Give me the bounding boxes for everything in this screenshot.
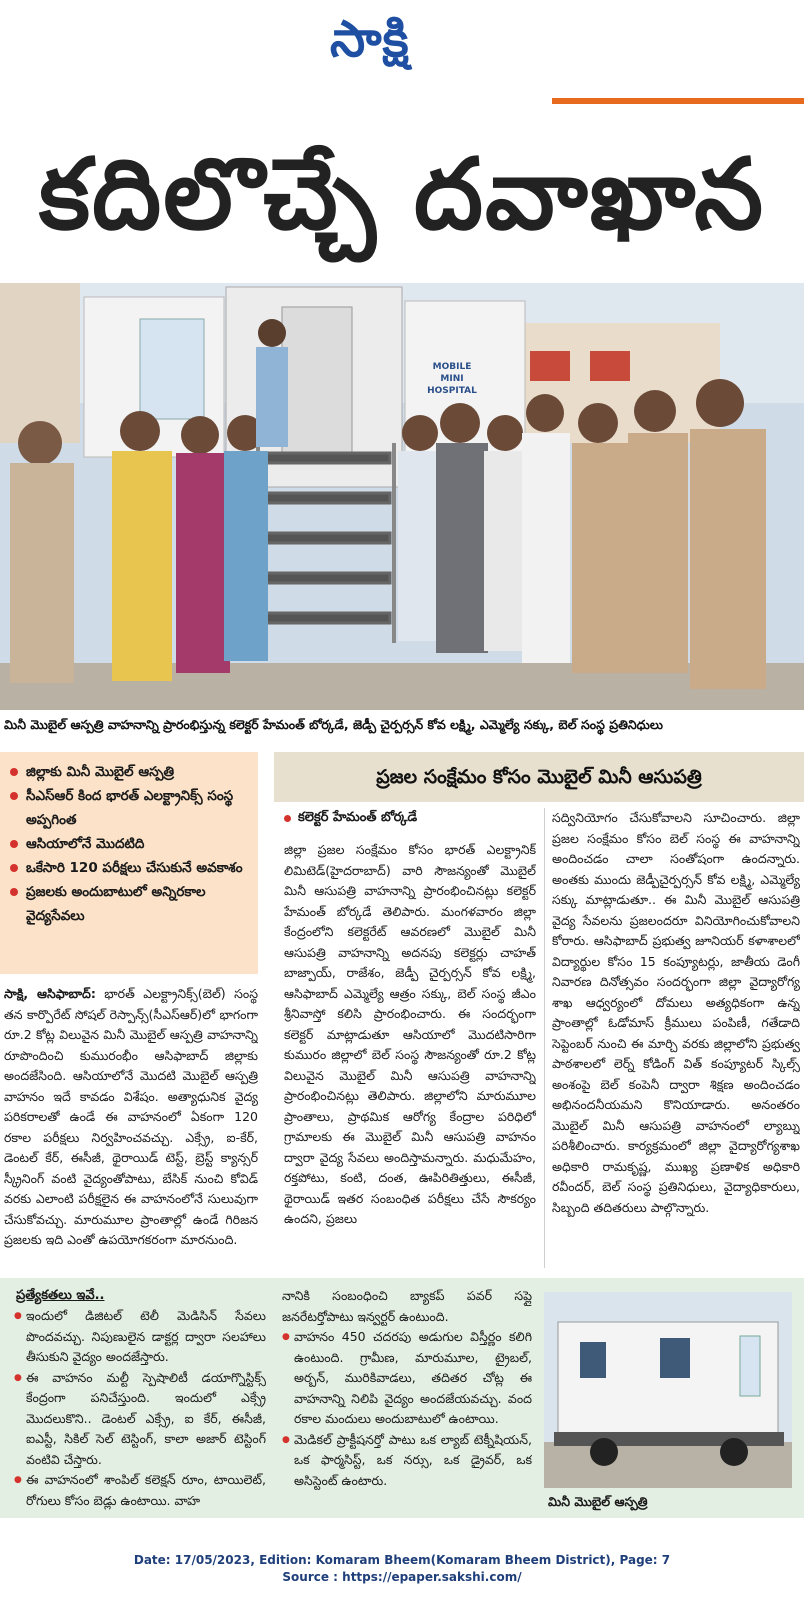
sub-headline: ప్రజల సంక్షేమం కోసం మొబైల్ మినీ ఆసుపత్రి bbox=[274, 752, 804, 802]
lead-article-text: భారత్ ఎలక్ట్రానిక్స్(బెల్) సంస్థ తన కార్పొరేట్ సోషల్ రెస్పాన్స్(సీఎస్ఆర్)లో భాగంగా రూ.2 కోట్ల విలువైన మినీ మొబైల్ ఆస్పత్రి వాహనాన్ని రూపొందించి కుమురంభీం ఆసిఫాబాద్ జిల్లాకు అందజేసింది. ఆసియాలోనే మొదటి మొబైల్ ఆస్పత్రి వాహనం ఇదే కావడం విశేషం. అత్యాధునిక వైద్య పరికరాలతో ఉండే ఈ వాహనంలో ఏకంగా 120 రకాల పరీక్షలు నిర్వహించవచ్చు. ఎక్స్రే, ఐ-కేర్, డెంటల్ కేర్, ఈసీజీ, థైరాయిడ్ టెస్ట్, బ్రెస్ట్ క్యాన్సర్ స్క్రీనింగ్ వంటి వైద్యంతోపాటు, బేసిక్ నుంచి కోవిడ్ వరకు ఎలాంటి పరీక్షలైన ఈ వాహనంలోనే సులువుగా చేసుకోవచ్చు. మారుమూల ప్రాంతాల్లో ఉండే గిరిజన ప్రజలకు ఇది ఎంతో ఉపయోగకరంగా మారనుంది. bbox=[4, 986, 258, 1247]
masthead bbox=[0, 0, 804, 90]
features-column-1 bbox=[14, 1306, 266, 1518]
highlight-item: ప్రజలకు అందుబాటులో అన్నిరకాల వైద్యసేవలు bbox=[10, 880, 250, 928]
van-sign-line-3: HOSPITAL bbox=[427, 386, 477, 396]
footer bbox=[0, 1552, 804, 1586]
byline: కలెక్టర్ హేమంత్ బోర్కడే bbox=[284, 810, 417, 828]
highlight-item: ఒకేసారి 120 పరీక్షలు చేసుకునే అవకాశం bbox=[10, 856, 250, 880]
story-column-1: జిల్లా ప్రజల సంక్షేమం కోసం భారత్ ఎలక్ట్రానిక్ లిమిటెడ్(హైదరాబాద్) వారి సౌజన్యంతో మొబైల్ మినీ ఆసుపత్రి వాహనాన్ని ప్రారంభించినట్లు కలెక్టర్ హేమంత్ బోర్కడే తెలిపారు. మంగళవారం జిల్లా కేంద్రంలోని కలెక్టరేట్ ఆవరణలో మొబైల్ మినీ ఆసుపత్రి వాహనాన్ని అదనపు కలెక్టర్లు చాహత్ బాజ్పాయ్, రాజేశం, జెడ్పీ చైర్పర్సన్ కోవ లక్ష్మి, ఆసిఫాబాద్ ఎమ్మెల్యే ఆత్రం సక్కు, బెల్ సంస్థ జీఎం శ్రీనివాస్తో కలిసి ప్రారంభించారు. ఈ సందర్భంగా కలెక్టర్ మాట్లాడుతూ ఆసియాలో మొదటిసారిగా కుమురం జిల్లాలో బెల్ సంస్థ సౌజన్యంతో రూ.2 కోట్ల విలువైన మొబైల్ మినీ ఆసుపత్రి వాహనాన్ని ప్రారంభించినట్లు తెలిపారు. జిల్లాలోని మారుమూల ప్రాంతాలు, ప్రాథమిక ఆరోగ్య కేంద్రాల పరిధిలో గ్రామాలకు ఈ మొబైల్ మినీ ఆసుపత్రి వాహనం ద్వారా వైద్య సేవలు అందిస్తామన్నారు. మధుమేహం, రక్తపోటు, కంటి, దంత, ఊపిరితిత్తులు, ఈసీజీ, థైరాయిడ్ ఇతర సంబంధిత పరీక్షలు చేసే సౌకర్యం ఉందని, ప్రజలు bbox=[284, 842, 536, 1226]
sakshi-logo: సాక్షి bbox=[330, 10, 410, 68]
feature-item: ● ఈ వాహనం మల్టీ స్పెషాలిటీ డయాగ్నొస్టిక్స్ కేంద్రంగా పనిచేస్తుంది. ఇందులో ఎక్స్రే మొదలుకొని.. డెంటల్ ఎక్స్రే, ఐ కేర్, ఈసీజీ, ఐఎస్టీ, సికిల్ సెల్ టెస్టింగ్, కాలా అజార్ టెస్టింగ్ వంటివి చేస్తారు. bbox=[14, 1368, 266, 1471]
orange-rule bbox=[552, 98, 804, 104]
feature-item: ● మెడికల్ ప్రాక్టీషనర్తో పాటు ఒక ల్యాబ్ టెక్నీషియన్, ఒక ఫార్మసిస్ట్, ఒక నర్సు, ఒక డ్రైవర్, ఒక అసిస్టెంట్ ఉంటారు. bbox=[282, 1430, 532, 1492]
photo-caption: మినీ మొబైల్ ఆస్పత్రి వాహనాన్ని ప్రారంభిస్తున్న కలెక్టర్ హేమంత్ బోర్కడే, జెడ్పీ చైర్పర్సన్ కోవ లక్ష్మి, ఎమ్మెల్యే సక్కు, బెల్ సంస్థ ప్రతినిధులు bbox=[4, 717, 664, 732]
story-column-2: సద్వినియోగం చేసుకోవాలని సూచించారు. జిల్లా ప్రజల సంక్షేమం కోసం బెల్ సంస్థ ఈ వాహనాన్ని అందించడం చాలా సంతోషంగా ఉందన్నారు. అంతకు ముందు జెడ్పీచైర్పర్సన్ కోవ లక్ష్మి, ఎమ్మెల్యే సక్కు మాట్లాడుతూ.. ఈ మినీ మొబైల్ ఆసుపత్రి వైద్య సేవలను ప్రజలందరూ వినియోగించుకోవాలని కోరారు. ఆసిఫాబాద్ ప్రభుత్వ జూనియర్ కళాశాలలో విద్యార్థుల కోసం 15 కంప్యూటర్లు, జాతీయ డెంగీ నివారణ దినోత్సవం సందర్భంగా జిల్లా వైద్యారోగ్య శాఖ ఆధ్వర్యంలో దోమలు అత్యధికంగా ఉన్న ప్రాంతాల్లో ఓడోమాస్ క్రీములు పంపిణీ, గతేడాది సెప్టెంబర్ నుంచి ఈ మార్చి వరకు జిల్లాలోని ప్రభుత్వ పాఠశాలలో లెర్న్ కోడింగ్ విత్ కంప్యూటర్ స్కిల్స్ అంశంపై బెల్ కంపెనీ ద్వారా శిక్షణ అందించడం అభినందనీయమని కొనియాడారు. అనంతరం మొబైల్ మినీ ఆసుపత్రి వాహనంలో ల్యాబ్ను పరిశీలించారు. కార్యక్రమంలో జిల్లా వైద్యారోగ్యశాఖ అధికారి రామకృష్ణ, ముఖ్య ప్రణాళిక అధికారి రవీందర్, బెల్ సంస్థ ప్రతినిధులు, వైద్యాధికారులు, సిబ్బంది తదితరులు పాల్గొన్నారు. bbox=[552, 810, 800, 1215]
feature-continuation: నానికి సంబంధించి బ్యాకప్ పవర్ సప్లై జనరేటర్తోపాటు ఇన్వర్టర్ ఉంటుంది. bbox=[282, 1288, 532, 1324]
news-photo bbox=[0, 283, 804, 710]
feature-item: ● వాహనం 450 చదరపు అడుగుల విస్తీర్ణం కలిగి ఉంటుంది. గ్రామీణ, మారుమూల, ట్రైబల్, అర్బన్, మురికివాడలు, తదితర చోట్ల ఈ వాహనాన్ని నిలిపి వైద్యం అందజేయవచ్చు. వంద రకాల మందులు అందుబాటులో ఉంటాయి. bbox=[282, 1327, 532, 1430]
van-caption: మినీ మొబైల్ ఆస్పత్రి bbox=[548, 1494, 648, 1509]
highlights-list bbox=[10, 760, 250, 928]
mobile-hospital-van-image bbox=[544, 1292, 792, 1488]
dateline: సాక్షి, ఆసిఫాబాద్: bbox=[4, 986, 96, 1001]
features-title: ప్రత్యేకతలు ఇవే.. bbox=[16, 1288, 105, 1303]
highlight-item: ఆసియాలోనే మొదటిది bbox=[10, 832, 250, 856]
lead-article bbox=[4, 984, 258, 1264]
footer-source: Source : https://epaper.sakshi.com/ bbox=[282, 1570, 522, 1584]
feature-item: ● ఇందులో డిజిటల్ టెలీ మెడిసిన్ సేవలు పొందవచ్చు. నిపుణులైన డాక్టర్ల ద్వారా సలహాలు తీసుకుని వైద్యం అందజేస్తారు. bbox=[14, 1306, 266, 1368]
highlights-box bbox=[0, 752, 258, 974]
highlight-item: జిల్లాకు మినీ మొబైల్ ఆస్పత్రి bbox=[10, 760, 250, 784]
van-sign-line-1: MOBILE bbox=[432, 362, 472, 372]
column-divider bbox=[544, 808, 545, 1268]
feature-item: ● ఈ వాహనంలో శాంపిల్ కలెక్షన్ రూం, టాయిలెట్, రోగులు కోసం బెడ్లు ఉంటాయి. వాహ bbox=[14, 1470, 266, 1511]
headline: కదిలొచ్చే దవాఖాన bbox=[38, 138, 766, 252]
features-column-2 bbox=[282, 1286, 532, 1518]
highlight-item: సీఎస్ఆర్ కింద భారత్ ఎలక్ట్రానిక్స్ సంస్థ అప్పగింత bbox=[10, 784, 250, 832]
mobile-hospital-launch-photo bbox=[0, 283, 804, 710]
van-photo bbox=[544, 1292, 792, 1488]
footer-date-edition: Date: 17/05/2023, Edition: Komaram Bheem(Komaram Bheem District), Page: 7 bbox=[133, 1553, 671, 1567]
van-sign-line-2: MINI bbox=[440, 374, 464, 384]
